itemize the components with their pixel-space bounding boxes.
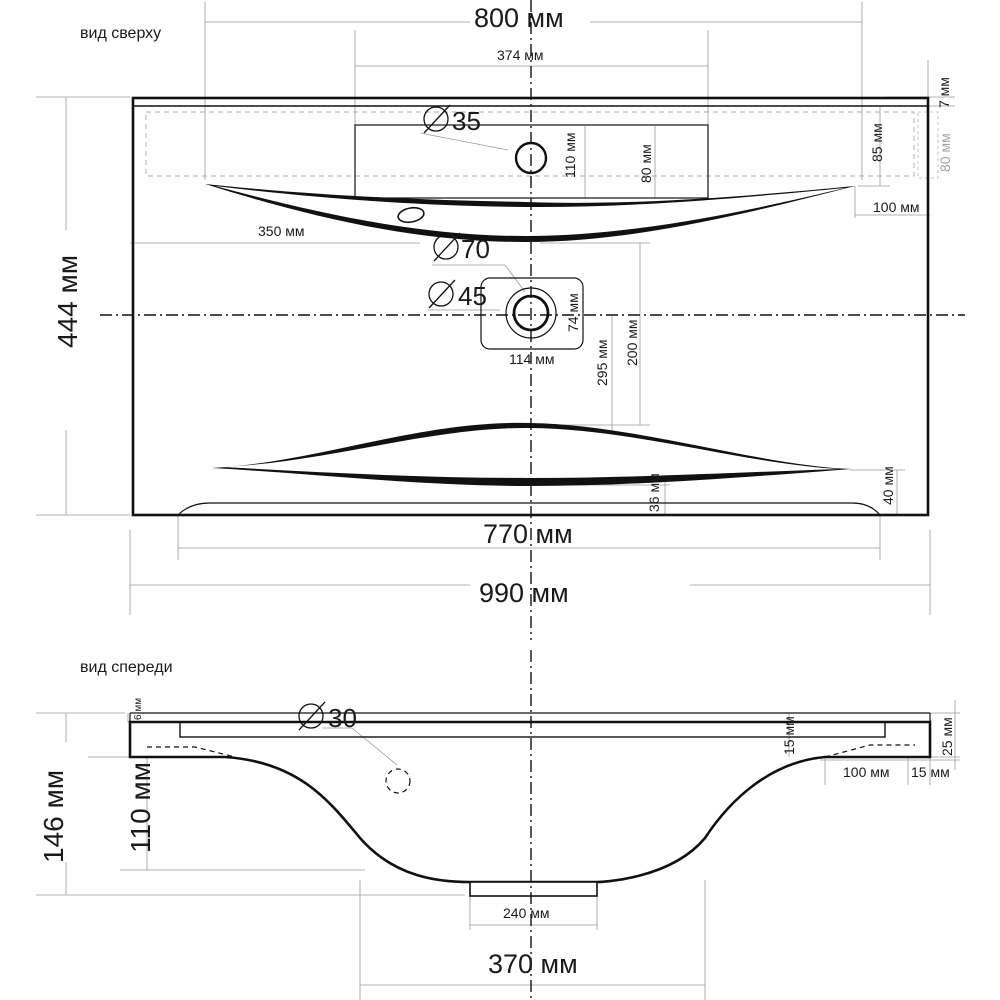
bottom-width-label: 240 мм — [503, 905, 550, 921]
basin-width-label: 800 мм — [474, 3, 564, 33]
ledge-alt-label: 80 мм — [937, 133, 953, 172]
ledge-depth-label: 85 мм — [869, 123, 885, 162]
front-view — [36, 650, 960, 1000]
rim-inner-label: 15 мм — [781, 716, 797, 755]
bowl-width-label: 370 мм — [488, 949, 578, 979]
drain-to-back-label: 295 мм — [594, 339, 610, 386]
ledge-offset-label: 100 мм — [873, 199, 920, 215]
top-view-title: вид сверху — [80, 25, 162, 42]
bowl-height-label: 110 мм — [125, 762, 156, 853]
overflow-hidden-circle — [386, 769, 410, 793]
rim-top-label: 6 мм — [133, 697, 144, 720]
hole-35-label: 35 — [452, 106, 481, 136]
drain-width-label: 114 мм — [509, 351, 555, 367]
faucet-block-depth-label: 110 мм — [562, 132, 578, 178]
drain-neck — [470, 882, 597, 896]
side-offset-label: 100 мм — [843, 764, 890, 780]
drain-height-label: 74 мм — [565, 293, 581, 332]
side-depth-label: 350 мм — [258, 223, 305, 239]
front-hidden-right — [825, 745, 915, 757]
front-rim-inner — [180, 722, 885, 737]
drain-to-bowl-label: 200 мм — [624, 319, 640, 366]
front-view-title: вид спереди — [80, 659, 173, 676]
faucet-block-inner-label: 80 мм — [638, 144, 654, 183]
front-hidden-left — [147, 747, 235, 757]
drain-45-label: 45 — [458, 281, 487, 311]
side-edge-label: 15 мм — [911, 764, 950, 780]
front-lip-label: 36 мм — [646, 473, 662, 512]
front-lip — [178, 503, 880, 515]
overflow-label: 30 — [328, 703, 357, 733]
front-sink-outline — [130, 722, 930, 882]
top-view — [36, 0, 965, 640]
diameter-30-icon — [299, 702, 325, 730]
front-radius-label: 40 мм — [880, 466, 896, 505]
hole-70-label: 70 — [461, 234, 490, 264]
overall-width-label: 990 мм — [479, 578, 569, 608]
diameter-45-icon — [429, 280, 455, 308]
total-height-label: 146 мм — [38, 770, 69, 863]
depth-label: 444 мм — [52, 255, 83, 348]
diameter-35-icon — [424, 105, 450, 133]
front-edge-width-label: 770 мм — [483, 519, 573, 549]
back-rim-label: 7 мм — [936, 77, 952, 108]
faucet-block-width-label: 374 мм — [497, 47, 544, 63]
rim-height-label: 25 мм — [939, 717, 955, 756]
